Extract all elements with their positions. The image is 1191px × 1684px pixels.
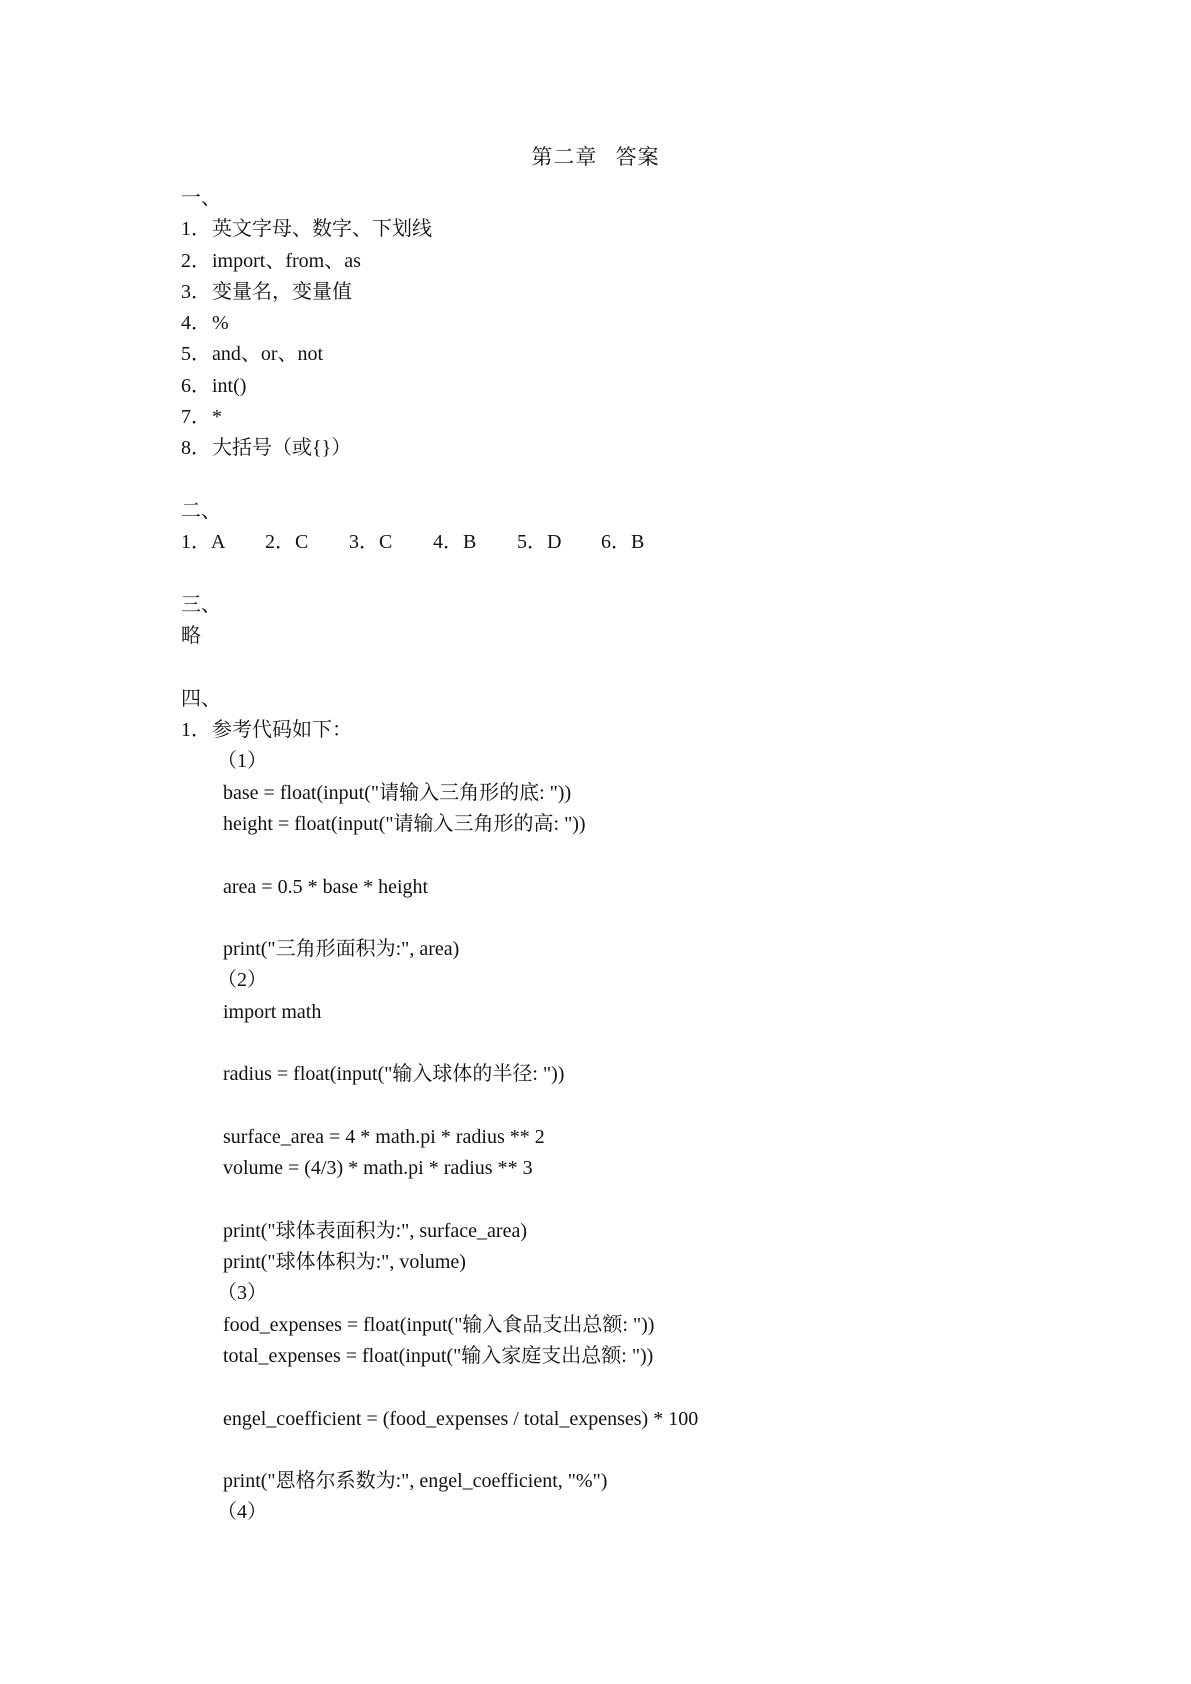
code-line: import math — [223, 1000, 322, 1023]
item-number: 1． — [181, 719, 211, 742]
item-text: 参考代码如下： — [212, 719, 352, 742]
code-line — [181, 903, 1081, 934]
sub-question-label: （4） — [217, 1501, 267, 1524]
list-item — [181, 339, 1081, 370]
item-text: % — [212, 312, 229, 335]
list-item — [181, 214, 1081, 245]
item-text: 变量名，变量值 — [212, 280, 352, 303]
code-line: base = float(input("请输入三角形的底: ")) — [223, 781, 572, 804]
spacer — [181, 465, 1081, 496]
item-number: 5． — [181, 343, 211, 366]
section-1-heading: 一、 — [181, 187, 221, 209]
sub-question-label: （2） — [217, 969, 267, 992]
item-number: 1． — [181, 218, 211, 241]
section-3-text: 略 — [181, 625, 201, 648]
code-line: total_expenses = float(input("输入家庭支出总额: ")) — [223, 1344, 654, 1367]
page-title: 第二章 答案 — [531, 145, 660, 169]
spacer — [181, 652, 1081, 683]
sub-question-label: （1） — [217, 750, 267, 773]
code-line: print("恩格尔系数为:", engel_coefficient, "%") — [223, 1470, 608, 1493]
section-4-heading: 四、 — [181, 687, 221, 710]
list-item — [181, 402, 1081, 433]
list-item — [181, 715, 1081, 746]
item-number: 6． — [181, 374, 211, 397]
choice-answer: 1．A — [181, 531, 226, 554]
code-line: print("球体表面积为:", surface_area) — [223, 1219, 528, 1242]
choice-answer: 4．B — [433, 531, 477, 554]
item-number: 2． — [181, 249, 211, 272]
code-block — [181, 997, 1081, 1279]
section-2-heading: 二、 — [181, 499, 221, 522]
list-item — [181, 371, 1081, 402]
code-line: radius = float(input("输入球体的半径: ")) — [223, 1063, 565, 1086]
item-number: 3． — [181, 280, 211, 303]
spacer — [181, 559, 1081, 590]
code-block — [181, 778, 1081, 966]
code-line — [181, 1028, 1081, 1059]
code-line — [181, 1091, 1081, 1122]
choice-answers-row — [181, 527, 1081, 558]
choice-answer: 3．C — [349, 531, 393, 554]
item-text: 大括号（或{}） — [212, 437, 352, 460]
section-3-heading: 三、 — [181, 593, 221, 616]
sub-question-label: （3） — [217, 1282, 267, 1305]
item-text: import、from、as — [212, 249, 361, 272]
item-text: * — [212, 406, 222, 429]
item-text: and、or、not — [212, 343, 324, 366]
list-item — [181, 246, 1081, 277]
code-line — [181, 1372, 1081, 1403]
item-text: int() — [212, 374, 247, 397]
code-line — [181, 1435, 1081, 1466]
code-block — [181, 1310, 1081, 1498]
choice-answer: 5．D — [517, 531, 562, 554]
code-line: food_expenses = float(input("输入食品支出总额: ")) — [223, 1313, 655, 1336]
list-item — [181, 433, 1081, 464]
code-line — [181, 840, 1081, 871]
code-line: print("球体体积为:", volume) — [223, 1251, 466, 1274]
section-1-list — [181, 214, 1081, 464]
code-line: area = 0.5 * base * height — [223, 875, 429, 898]
code-line: surface_area = 4 * math.pi * radius ** 2 — [223, 1125, 545, 1148]
code-line — [181, 1185, 1081, 1216]
code-line: volume = (4/3) * math.pi * radius ** 3 — [223, 1157, 533, 1180]
code-line: height = float(input("请输入三角形的高: ")) — [223, 812, 586, 835]
item-number: 7． — [181, 406, 211, 429]
code-line: print("三角形面积为:", area) — [223, 938, 460, 961]
list-item — [181, 277, 1081, 308]
choice-answer: 2．C — [265, 531, 309, 554]
code-line: engel_coefficient = (food_expenses / total_expenses) * 100 — [223, 1407, 699, 1430]
item-text: 英文字母、数字、下划线 — [212, 218, 432, 241]
choice-answer: 6．B — [601, 531, 645, 554]
item-number: 4． — [181, 312, 211, 335]
list-item — [181, 308, 1081, 339]
document-content — [181, 183, 1081, 1529]
item-number: 8． — [181, 437, 211, 460]
